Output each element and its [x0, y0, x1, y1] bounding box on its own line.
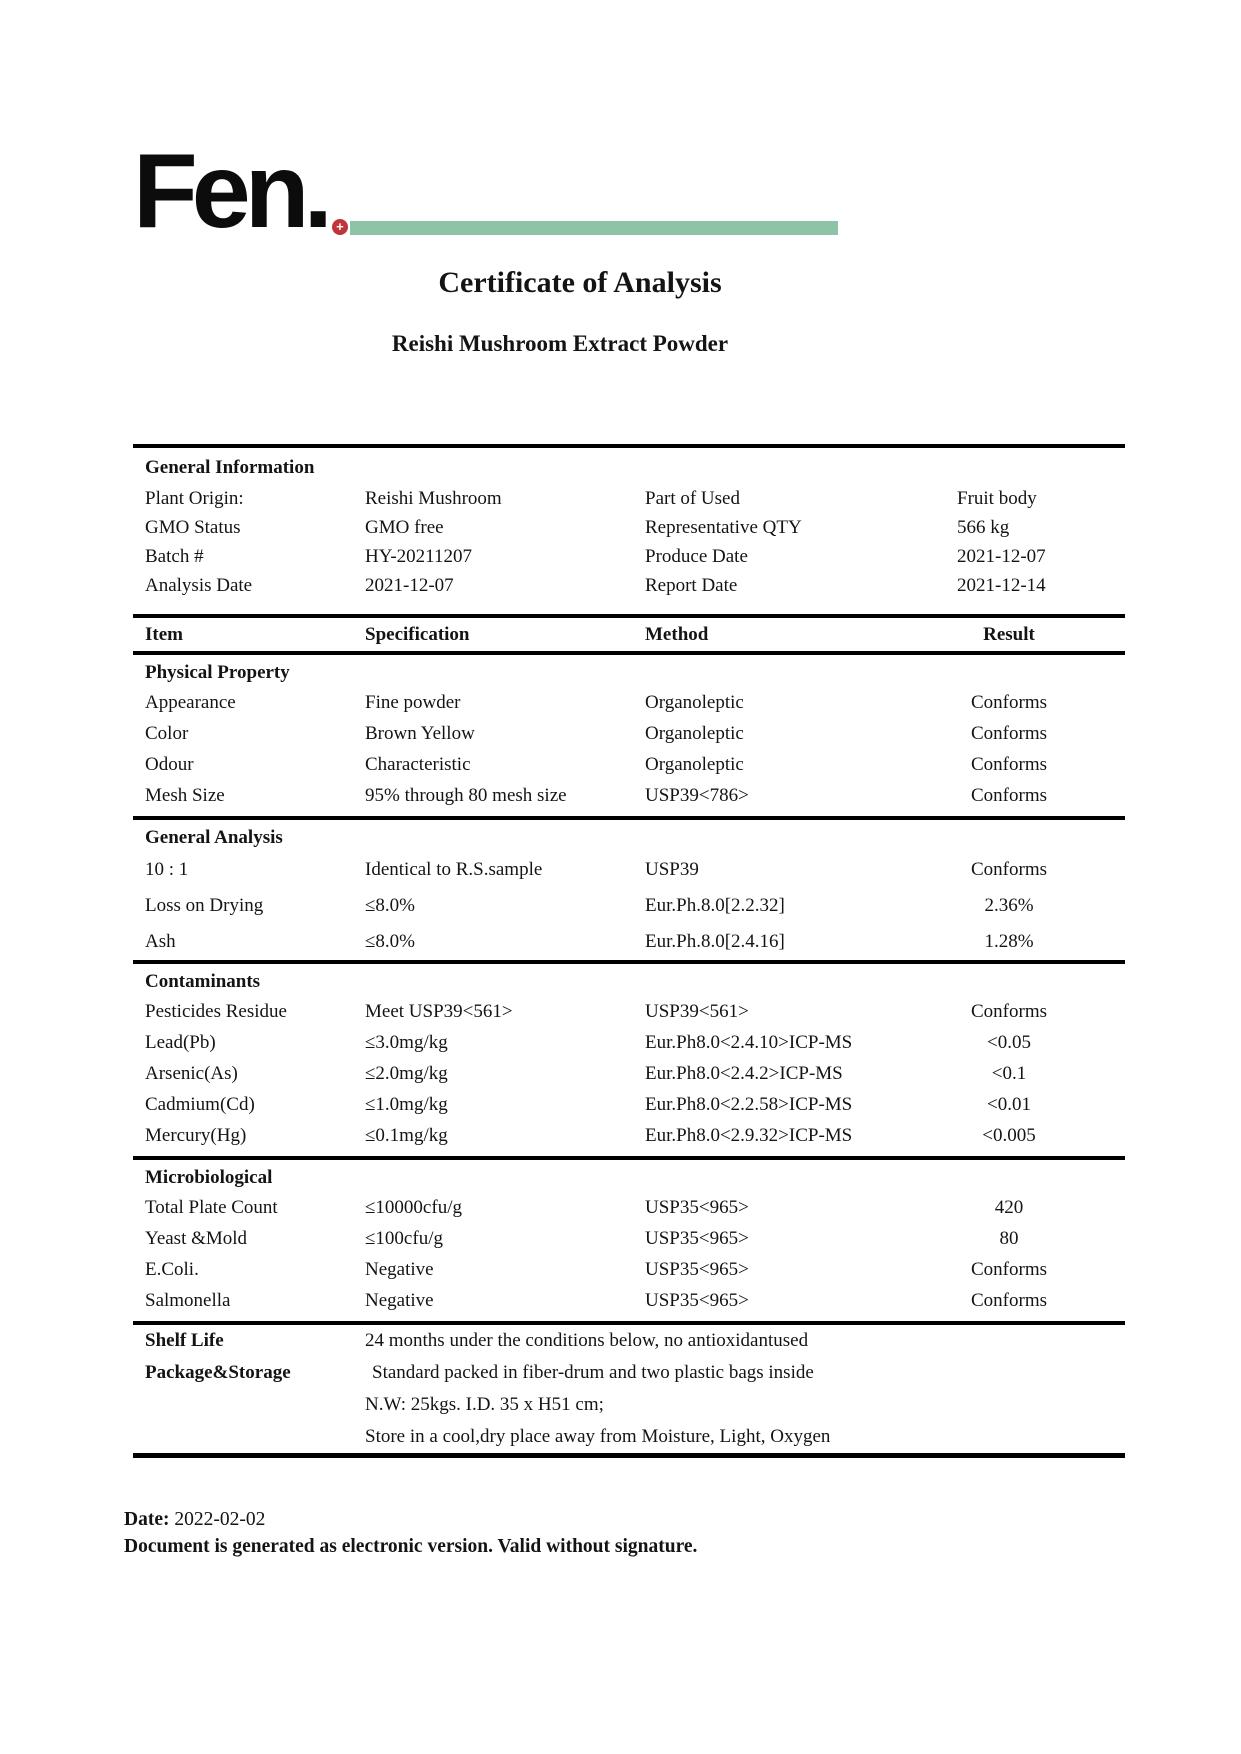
- method-cell: USP35<965>: [645, 1289, 749, 1311]
- info-label: Analysis Date: [145, 574, 253, 596]
- section-physical-property: [133, 655, 1125, 816]
- table-row: [133, 1192, 1125, 1223]
- method-cell: Eur.Ph8.0<2.2.58>ICP-MS: [645, 1093, 853, 1115]
- info-value: Fruit body: [957, 487, 1037, 509]
- result-cell: Conforms: [971, 1258, 1047, 1280]
- info-label: Representative QTY: [645, 516, 802, 538]
- item-cell: Total Plate Count: [145, 1196, 278, 1218]
- method-cell: Organoleptic: [645, 722, 744, 744]
- specification-cell: ≤3.0mg/kg: [365, 1031, 448, 1053]
- storage-row: [133, 1357, 1125, 1389]
- storage-text: 24 months under the conditions below, no antioxidantused: [365, 1330, 809, 1351]
- logo-underline-bar: [350, 221, 838, 235]
- plus-icon: +: [332, 219, 348, 235]
- table-row: [133, 780, 1125, 811]
- info-label: Part of Used: [645, 487, 740, 509]
- result-cell: <0.005: [982, 1124, 1036, 1146]
- section-general-analysis: [133, 820, 1125, 960]
- specification-cell: Fine powder: [365, 691, 461, 713]
- section-microbiological: [133, 1160, 1125, 1321]
- document-title: Certificate of Analysis: [438, 266, 722, 299]
- item-cell: Lead(Pb): [145, 1031, 216, 1053]
- specification-cell: ≤1.0mg/kg: [365, 1093, 448, 1115]
- result-cell: Conforms: [971, 753, 1047, 775]
- table-row: [133, 1254, 1125, 1285]
- table-row: [133, 1089, 1125, 1120]
- table-row: [133, 1027, 1125, 1058]
- info-label: Report Date: [645, 574, 738, 596]
- item-cell: 10 : 1: [145, 859, 189, 880]
- method-cell: Eur.Ph.8.0[2.4.16]: [645, 931, 785, 952]
- item-cell: Odour: [145, 753, 194, 775]
- info-value: 2021-12-14: [957, 574, 1046, 596]
- footer-date-line: [124, 1506, 697, 1533]
- section-rows: [133, 687, 1125, 811]
- table-row: [133, 1058, 1125, 1089]
- table-row: [133, 687, 1125, 718]
- table-row: [133, 1285, 1125, 1316]
- item-cell: Pesticides Residue: [145, 1000, 287, 1022]
- storage-row: [133, 1389, 1125, 1421]
- column-header-specification: Specification: [365, 623, 470, 645]
- item-cell: Yeast &Mold: [145, 1227, 248, 1249]
- specification-cell: Negative: [365, 1258, 434, 1280]
- info-row: [133, 484, 1125, 513]
- info-value: HY-20211207: [365, 545, 472, 567]
- divider-bottom: [133, 1453, 1125, 1458]
- table-row: [133, 749, 1125, 780]
- column-header-method: Method: [645, 623, 709, 645]
- item-cell: Mesh Size: [145, 784, 225, 806]
- method-cell: USP35<965>: [645, 1258, 749, 1280]
- column-header-result: Result: [983, 623, 1035, 645]
- section-rows: [133, 1192, 1125, 1316]
- section-heading-general-information: General Information: [145, 457, 315, 478]
- method-cell: USP39<561>: [645, 1000, 749, 1022]
- table-header-row: [133, 618, 1125, 651]
- section-heading: Microbiological: [145, 1167, 273, 1188]
- section-heading: Contaminants: [145, 971, 261, 992]
- specification-cell: ≤10000cfu/g: [365, 1196, 462, 1218]
- column-header-item: Item: [145, 623, 183, 645]
- section-rows: [133, 996, 1125, 1151]
- item-cell: Arsenic(As): [145, 1062, 238, 1084]
- table-row: [133, 888, 1125, 924]
- item-cell: Mercury(Hg): [145, 1124, 247, 1146]
- method-cell: Eur.Ph8.0<2.4.2>ICP-MS: [645, 1062, 843, 1084]
- info-label: GMO Status: [145, 516, 241, 538]
- info-value: 566 kg: [957, 516, 1010, 538]
- section-heading: General Analysis: [145, 827, 283, 848]
- table-row: [133, 1223, 1125, 1254]
- result-cell: Conforms: [971, 784, 1047, 806]
- table-row: [133, 1120, 1125, 1151]
- info-row: [133, 513, 1125, 542]
- storage-text: Standard packed in fiber-drum and two plastic bags inside: [372, 1362, 814, 1383]
- result-cell: Conforms: [971, 1289, 1047, 1311]
- info-value: 2021-12-07: [365, 574, 454, 596]
- item-cell: Cadmium(Cd): [145, 1093, 255, 1115]
- product-name: Reishi Mushroom Extract Powder: [391, 331, 729, 356]
- storage-row: [133, 1421, 1125, 1453]
- table-row: [133, 924, 1125, 960]
- result-cell: 1.28%: [984, 931, 1034, 952]
- result-cell: Conforms: [971, 722, 1047, 744]
- date-value: 2022-02-02: [174, 1509, 266, 1530]
- storage-label: Shelf Life: [145, 1330, 224, 1351]
- method-cell: USP35<965>: [645, 1196, 749, 1218]
- specification-cell: Meet USP39<561>: [365, 1000, 513, 1022]
- info-value: GMO free: [365, 516, 444, 538]
- info-row: [133, 571, 1125, 600]
- info-row: [133, 542, 1125, 571]
- info-label: Plant Origin:: [145, 487, 244, 509]
- general-info-rows: [133, 484, 1125, 614]
- storage-section: [133, 1325, 1125, 1453]
- section-contaminants: [133, 964, 1125, 1156]
- storage-label: Package&Storage: [145, 1362, 291, 1383]
- method-cell: USP39: [645, 859, 699, 880]
- result-cell: <0.05: [987, 1031, 1031, 1053]
- table-row: [133, 718, 1125, 749]
- info-value: Reishi Mushroom: [365, 487, 502, 509]
- item-cell: E.Coli.: [145, 1258, 199, 1280]
- date-label: Date:: [124, 1509, 170, 1530]
- spec-sections: [133, 655, 1125, 1325]
- specification-cell: Characteristic: [365, 753, 471, 775]
- specification-cell: ≤8.0%: [365, 895, 416, 916]
- result-cell: 420: [994, 1196, 1024, 1218]
- info-label: Produce Date: [645, 545, 748, 567]
- info-label: Batch #: [145, 545, 204, 567]
- section-heading: Physical Property: [145, 662, 290, 683]
- method-cell: Eur.Ph8.0<2.9.32>ICP-MS: [645, 1124, 853, 1146]
- result-cell: Conforms: [971, 859, 1047, 880]
- method-cell: Organoleptic: [645, 753, 744, 775]
- method-cell: USP35<965>: [645, 1227, 749, 1249]
- coa-table: [133, 444, 1125, 1458]
- method-cell: Eur.Ph.8.0[2.2.32]: [645, 895, 785, 916]
- item-cell: Ash: [145, 931, 176, 952]
- storage-text: Store in a cool,dry place away from Moisture, Light, Oxygen: [365, 1426, 831, 1447]
- storage-text: N.W: 25kgs. I.D. 35 x H51 cm;: [365, 1394, 604, 1415]
- method-cell: Organoleptic: [645, 691, 744, 713]
- specification-cell: Negative: [365, 1289, 434, 1311]
- electronic-version-note: Document is generated as electronic version. Valid without signature.: [124, 1536, 698, 1557]
- method-cell: USP39<786>: [645, 784, 749, 806]
- item-cell: Color: [145, 722, 189, 744]
- result-cell: 80: [999, 1227, 1019, 1249]
- result-cell: 2.36%: [984, 895, 1034, 916]
- specification-cell: ≤8.0%: [365, 931, 416, 952]
- result-cell: <0.01: [987, 1093, 1031, 1115]
- specification-cell: ≤2.0mg/kg: [365, 1062, 448, 1084]
- table-row: [133, 996, 1125, 1027]
- specification-cell: Identical to R.S.sample: [365, 859, 543, 880]
- logo-text: Fen.: [133, 132, 327, 250]
- item-cell: Appearance: [145, 691, 236, 713]
- item-cell: Salmonella: [145, 1289, 231, 1311]
- result-cell: Conforms: [971, 1000, 1047, 1022]
- item-cell: Loss on Drying: [145, 895, 264, 916]
- storage-row: [133, 1325, 1125, 1357]
- table-row: [133, 852, 1125, 888]
- specification-cell: Brown Yellow: [365, 722, 475, 744]
- section-rows: [133, 852, 1125, 960]
- result-cell: <0.1: [991, 1062, 1027, 1084]
- specification-cell: ≤0.1mg/kg: [365, 1124, 448, 1146]
- method-cell: Eur.Ph8.0<2.4.10>ICP-MS: [645, 1031, 853, 1053]
- specification-cell: 95% through 80 mesh size: [365, 784, 567, 806]
- logo: [133, 132, 838, 250]
- specification-cell: ≤100cfu/g: [365, 1227, 443, 1249]
- info-value: 2021-12-07: [957, 545, 1046, 567]
- footer: [124, 1506, 697, 1560]
- result-cell: Conforms: [971, 691, 1047, 713]
